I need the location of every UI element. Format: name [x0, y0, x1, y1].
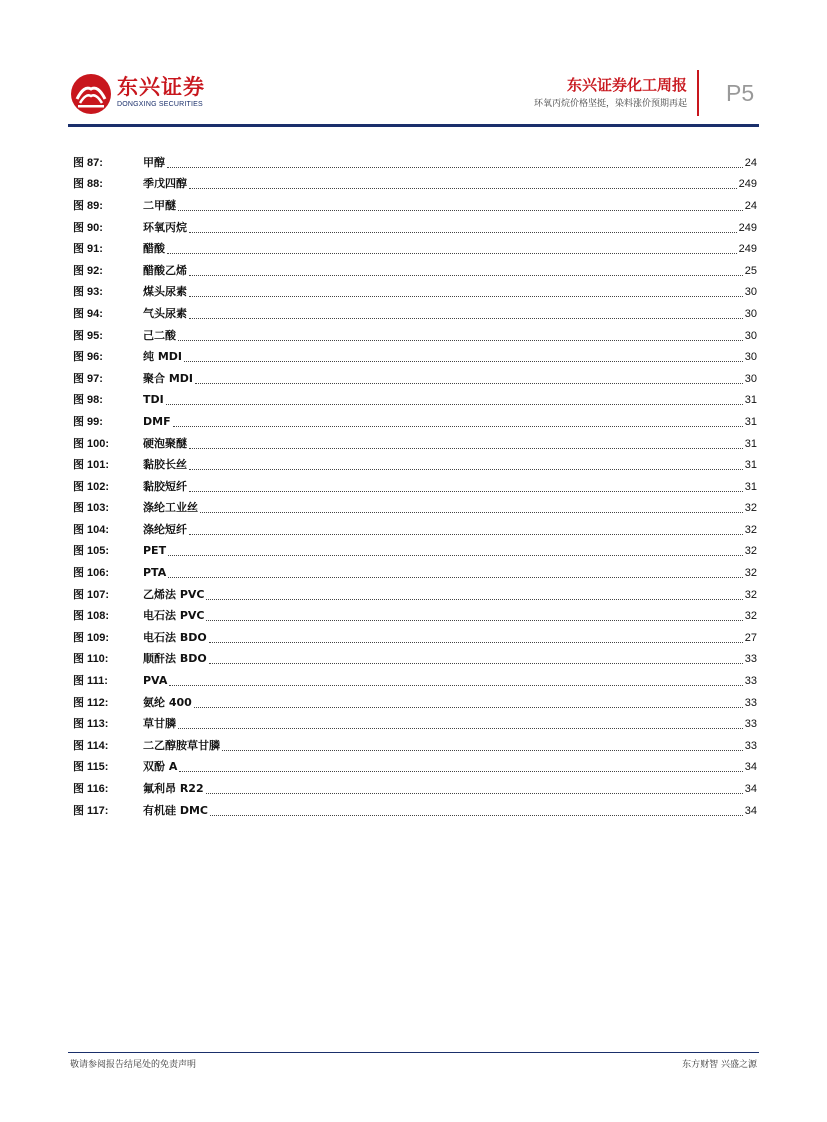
figure-number: 图 87:	[73, 156, 103, 169]
toc-entry[interactable]	[73, 541, 757, 563]
toc-entry[interactable]	[73, 390, 757, 412]
figure-title: 二甲醚	[143, 198, 176, 212]
figure-number: 图 113:	[73, 718, 109, 731]
dot-leader	[189, 534, 743, 535]
figure-number: 图 116:	[73, 783, 109, 796]
dot-leader	[168, 555, 743, 556]
figure-number: 图 103:	[73, 502, 110, 515]
page-ref: 33	[744, 718, 757, 731]
figure-list	[73, 152, 757, 821]
toc-entry[interactable]	[73, 433, 757, 455]
page-ref: 31	[744, 415, 757, 428]
toc-entry[interactable]	[73, 778, 757, 800]
page-ref: 32	[744, 502, 757, 515]
dot-leader	[194, 707, 743, 708]
figure-number: 图 93:	[73, 286, 103, 299]
page-ref: 34	[744, 783, 757, 796]
dot-leader	[200, 512, 743, 513]
figure-number: 图 95:	[73, 329, 103, 342]
figure-number: 图 112:	[73, 696, 109, 709]
figure-number: 图 106:	[73, 567, 110, 580]
report-subtitle: 环氧丙烷价格坚挺，染料涨价预期再起	[533, 99, 687, 109]
dot-leader	[222, 750, 743, 751]
figure-title: 硬泡聚醚	[143, 436, 187, 450]
page-ref: 30	[744, 351, 757, 364]
page-ref: 249	[738, 221, 757, 234]
figure-number: 图 98:	[73, 394, 103, 407]
figure-title: 环氧丙烷	[143, 220, 187, 234]
figure-number: 图 91:	[73, 243, 103, 256]
figure-title: 草甘膦	[143, 717, 176, 731]
dot-leader	[189, 275, 743, 276]
figure-number: 图 101:	[73, 459, 110, 472]
toc-entry[interactable]	[73, 519, 757, 541]
figure-title: DMF	[143, 414, 171, 428]
dot-leader	[189, 448, 743, 449]
dot-leader	[178, 340, 743, 341]
toc-entry[interactable]	[73, 627, 757, 649]
page-ref: 249	[738, 243, 757, 256]
toc-entry[interactable]	[73, 605, 757, 627]
page-ref: 31	[744, 437, 757, 450]
figure-title: 煤头尿素	[143, 285, 187, 299]
toc-entry[interactable]	[73, 454, 757, 476]
figure-number: 图 94:	[73, 307, 103, 320]
page-ref: 24	[744, 156, 757, 169]
dot-leader	[206, 620, 742, 621]
page-ref: 33	[744, 653, 757, 666]
dot-leader	[189, 469, 743, 470]
toc-entry[interactable]	[73, 174, 757, 196]
header-divider	[697, 70, 699, 116]
dot-leader	[209, 663, 743, 664]
page-ref: 32	[744, 610, 757, 623]
dot-leader	[206, 599, 742, 600]
dot-leader	[167, 253, 737, 254]
figure-number: 图 110:	[73, 653, 109, 666]
dot-leader	[195, 383, 743, 384]
page-ref: 34	[744, 761, 757, 774]
toc-entry[interactable]	[73, 260, 757, 282]
figure-title: TDI	[143, 393, 164, 407]
toc-entry[interactable]	[73, 282, 757, 304]
figure-title: 纯 MDI	[143, 350, 182, 364]
footer-rule	[68, 1052, 759, 1053]
figure-number: 图 105:	[73, 545, 110, 558]
figure-number: 图 102:	[73, 480, 110, 493]
dot-leader	[168, 577, 743, 578]
toc-entry[interactable]	[73, 562, 757, 584]
page-ref: 31	[744, 394, 757, 407]
page-number: P5	[726, 80, 755, 106]
figure-title: 己二酸	[143, 328, 176, 342]
dot-leader	[189, 296, 743, 297]
figure-number: 图 92:	[73, 264, 103, 277]
header-rule	[68, 124, 759, 127]
toc-entry[interactable]	[73, 735, 757, 757]
brand-name-en: DONGXING SECURITIES	[117, 101, 203, 108]
toc-entry[interactable]	[73, 649, 757, 671]
dot-leader	[206, 793, 743, 794]
toc-entry[interactable]	[73, 195, 757, 217]
dot-leader	[189, 232, 737, 233]
page-ref: 32	[744, 545, 757, 558]
dot-leader	[184, 361, 743, 362]
figure-title: PVA	[143, 674, 168, 688]
brand-name-cn: 东兴证券	[117, 75, 205, 99]
page-ref: 33	[744, 675, 757, 688]
toc-entry[interactable]	[73, 411, 757, 433]
figure-title: 气头尿素	[143, 306, 187, 320]
dongxing-logo-icon	[70, 73, 112, 115]
footer-disclaimer: 敬请参阅报告结尾处的免责声明	[70, 1060, 197, 1070]
toc-entry[interactable]	[73, 152, 757, 174]
page-header	[0, 0, 827, 130]
toc-entry[interactable]	[73, 325, 757, 347]
page-ref: 31	[744, 480, 757, 493]
figure-number: 图 108:	[73, 610, 110, 623]
figure-title: 黏胶长丝	[143, 458, 187, 472]
figure-title: 涤纶工业丝	[143, 501, 198, 515]
figure-number: 图 111:	[73, 675, 108, 688]
toc-entry[interactable]	[73, 498, 757, 520]
figure-number: 图 99:	[73, 415, 103, 428]
page-ref: 30	[744, 372, 757, 385]
toc-entry[interactable]	[73, 238, 757, 260]
page-ref: 32	[744, 523, 757, 536]
dot-leader	[169, 685, 742, 686]
page-ref: 249	[738, 178, 757, 191]
figure-number: 图 114:	[73, 739, 109, 752]
figure-title: 有机硅 DMC	[143, 803, 208, 817]
figure-number: 图 100:	[73, 437, 110, 450]
page-ref: 31	[744, 459, 757, 472]
page-ref: 32	[744, 588, 757, 601]
dot-leader	[210, 815, 743, 816]
figure-number: 图 97:	[73, 372, 103, 385]
dot-leader	[167, 167, 743, 168]
figure-number: 图 109:	[73, 631, 110, 644]
figure-title: 聚合 MDI	[143, 371, 193, 385]
figure-title: 醋酸乙烯	[143, 263, 187, 277]
figure-number: 图 117:	[73, 804, 109, 817]
toc-entry[interactable]	[73, 368, 757, 390]
page-ref: 25	[744, 264, 757, 277]
toc-entry[interactable]	[73, 346, 757, 368]
page-ref: 33	[744, 739, 757, 752]
toc-entry[interactable]	[73, 217, 757, 239]
toc-entry[interactable]	[73, 800, 757, 822]
figure-number: 图 88:	[73, 178, 103, 191]
dot-leader	[209, 642, 743, 643]
page-ref: 30	[744, 307, 757, 320]
figure-title: 氟利昂 R22	[143, 782, 204, 796]
figure-title: 黏胶短纤	[143, 479, 187, 493]
figure-number: 图 115:	[73, 761, 109, 774]
figure-title: 顺酐法 BDO	[143, 652, 207, 666]
dot-leader	[189, 491, 743, 492]
report-title: 东兴证券化工周报	[566, 76, 687, 94]
page-ref: 30	[744, 286, 757, 299]
figure-number: 图 107:	[73, 588, 110, 601]
dot-leader	[178, 728, 743, 729]
toc-entry[interactable]	[73, 476, 757, 498]
figure-number: 图 104:	[73, 523, 110, 536]
toc-entry[interactable]	[73, 670, 757, 692]
dot-leader	[178, 210, 743, 211]
figure-number: 图 90:	[73, 221, 103, 234]
figure-title: 电石法 PVC	[143, 609, 205, 623]
figure-title: 氨纶 400	[143, 695, 192, 709]
figure-title: 甲醇	[143, 155, 165, 169]
dot-leader	[173, 426, 743, 427]
figure-number: 图 96:	[73, 351, 103, 364]
dot-leader	[166, 404, 743, 405]
toc-entry[interactable]	[73, 303, 757, 325]
figure-title: 醋酸	[143, 242, 165, 256]
page-ref: 27	[744, 631, 757, 644]
figure-number: 图 89:	[73, 199, 103, 212]
toc-entry[interactable]	[73, 584, 757, 606]
figure-title: 二乙醇胺草甘膦	[143, 738, 220, 752]
figure-title: 涤纶短纤	[143, 522, 187, 536]
dot-leader	[189, 188, 737, 189]
toc-entry[interactable]	[73, 713, 757, 735]
page-ref: 33	[744, 696, 757, 709]
figure-title: 季戊四醇	[143, 177, 187, 191]
dot-leader	[179, 771, 742, 772]
page-ref: 24	[744, 199, 757, 212]
toc-entry[interactable]	[73, 692, 757, 714]
figure-title: 乙烯法 PVC	[143, 587, 205, 601]
page-ref: 30	[744, 329, 757, 342]
figure-title: 双酚 A	[143, 760, 178, 774]
dot-leader	[189, 318, 743, 319]
page-ref: 34	[744, 804, 757, 817]
toc-entry[interactable]	[73, 757, 757, 779]
footer-slogan: 东方财智 兴盛之源	[682, 1060, 757, 1070]
page-ref: 32	[744, 567, 757, 580]
figure-title: PET	[143, 544, 167, 558]
figure-title: 电石法 BDO	[143, 630, 207, 644]
figure-title: PTA	[143, 566, 167, 580]
